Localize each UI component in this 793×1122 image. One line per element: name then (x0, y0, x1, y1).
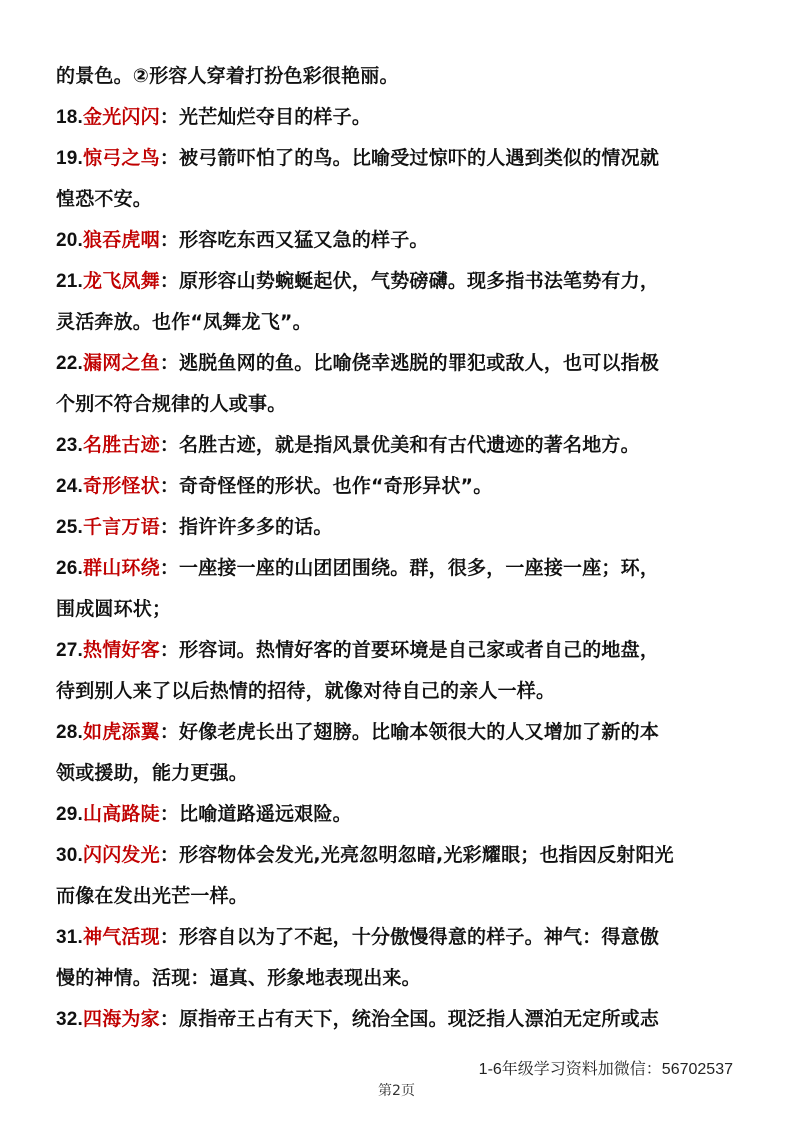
idiom-entry (56, 138, 746, 179)
idiom-term: 狼吞虎咽 (83, 229, 160, 251)
definition-text: 原指帝王占有天下，统治全国。现泛指人漂泊无定所或志 (179, 1008, 660, 1030)
colon: ： (159, 557, 180, 579)
definition-text: 被弓箭吓怕了的鸟。比喻受过惊吓的人遇到类似的情况就 (179, 147, 660, 169)
entry-number: 27. (56, 640, 84, 661)
footer-ad-text: 1-6年级学习资料加微信：56702537 (478, 1061, 733, 1078)
idiom-entry (56, 794, 746, 835)
idiom-entry (56, 548, 746, 589)
definition-text: 好像老虎长出了翅膀。比喻本领很大的人又增加了新的本 (179, 721, 660, 743)
page-number: 第2页 (378, 1083, 415, 1099)
definition-text: 形容自以为了不起，十分傲慢得意的样子。神气：得意傲 (179, 926, 660, 948)
line-text: 个别不符合规律的人或事。 (56, 393, 287, 415)
line-text: 领或援助，能力更强。 (56, 762, 249, 784)
idiom-term: 奇形怪状 (83, 475, 160, 497)
entry-number: 18. (56, 107, 84, 128)
idiom-entry (56, 97, 746, 138)
idiom-entry (56, 507, 746, 548)
line-text: 围成圆环状； (56, 598, 172, 620)
colon: ： (159, 352, 180, 374)
idiom-entry (56, 220, 746, 261)
line-text: 惶恐不安。 (56, 188, 153, 210)
text-line (56, 384, 746, 425)
colon: ： (159, 639, 180, 661)
idiom-term: 漏网之鱼 (83, 352, 160, 374)
line-text: 而像在发出光芒一样。 (56, 885, 249, 907)
text-line (56, 179, 746, 220)
colon: ： (159, 106, 180, 128)
definition-text: 名胜古迹，就是指风景优美和有古代遗迹的著名地方。 (179, 434, 640, 456)
line-text: 慢的神情。活现：逼真、形象地表现出来。 (56, 967, 421, 989)
idiom-entry (56, 917, 746, 958)
colon: ： (159, 803, 180, 825)
colon: ： (159, 229, 180, 251)
idiom-entry (56, 999, 746, 1040)
idiom-term: 龙飞凤舞 (83, 270, 160, 292)
colon: ： (159, 475, 180, 497)
entry-number: 24. (56, 476, 84, 497)
idiom-term: 惊弓之鸟 (83, 147, 160, 169)
entry-number: 31. (56, 927, 84, 948)
entry-number: 32. (56, 1009, 84, 1030)
colon: ： (159, 926, 180, 948)
idiom-entry (56, 630, 746, 671)
definition-text: 原形容山势蜿蜒起伏，气势磅礴。现多指书法笔势有力， (179, 270, 660, 292)
text-line (56, 876, 746, 917)
idiom-term: 四海为家 (83, 1008, 160, 1030)
text-line (56, 671, 746, 712)
colon: ： (159, 147, 180, 169)
line-text: 灵活奔放。也作“凤舞龙飞”。 (56, 311, 312, 333)
document-body (56, 56, 746, 1040)
definition-text: 比喻道路遥远艰险。 (179, 803, 352, 825)
entry-number: 23. (56, 435, 84, 456)
colon: ： (159, 844, 180, 866)
idiom-term: 山高路陡 (83, 803, 160, 825)
entry-number: 28. (56, 722, 84, 743)
definition-text: 形容物体会发光,光亮忽明忽暗,光彩耀眼；也指因反射阳光 (179, 844, 674, 866)
colon: ： (159, 721, 180, 743)
idiom-term: 金光闪闪 (83, 106, 160, 128)
idiom-entry (56, 712, 746, 753)
entry-number: 29. (56, 804, 84, 825)
entry-number: 22. (56, 353, 84, 374)
colon: ： (159, 434, 180, 456)
idiom-term: 神气活现 (83, 926, 160, 948)
entry-number: 26. (56, 558, 84, 579)
entry-number: 25. (56, 517, 84, 538)
idiom-term: 千言万语 (83, 516, 160, 538)
colon: ： (159, 1008, 180, 1030)
text-line (56, 753, 746, 794)
idiom-term: 如虎添翼 (83, 721, 160, 743)
colon: ： (159, 270, 180, 292)
line-text: 的景色。②形容人穿着打扮色彩很艳丽。 (56, 65, 399, 87)
idiom-entry (56, 466, 746, 507)
definition-text: 形容吃东西又猛又急的样子。 (179, 229, 429, 251)
definition-text: 形容词。热情好客的首要环境是自己家或者自己的地盘， (179, 639, 660, 661)
entry-number: 20. (56, 230, 84, 251)
definition-text: 奇奇怪怪的形状。也作“奇形异状”。 (179, 475, 493, 497)
definition-text: 逃脱鱼网的鱼。比喻侥幸逃脱的罪犯或敌人，也可以指极 (179, 352, 660, 374)
idiom-entry (56, 261, 746, 302)
idiom-term: 热情好客 (83, 639, 160, 661)
entry-number: 21. (56, 271, 84, 292)
idiom-term: 名胜古迹 (83, 434, 160, 456)
idiom-term: 闪闪发光 (83, 844, 160, 866)
text-line (56, 56, 746, 97)
line-text: 待到别人来了以后热情的招待，就像对待自己的亲人一样。 (56, 680, 556, 702)
text-line (56, 589, 746, 630)
idiom-entry (56, 425, 746, 466)
definition-text: 指许许多多的话。 (179, 516, 333, 538)
idiom-term: 群山环绕 (83, 557, 160, 579)
idiom-entry (56, 343, 746, 384)
text-line (56, 302, 746, 343)
idiom-entry (56, 835, 746, 876)
entry-number: 19. (56, 148, 84, 169)
colon: ： (159, 516, 180, 538)
text-line (56, 958, 746, 999)
definition-text: 一座接一座的山团团围绕。群，很多，一座接一座；环， (179, 557, 660, 579)
definition-text: 光芒灿烂夺目的样子。 (179, 106, 372, 128)
entry-number: 30. (56, 845, 84, 866)
